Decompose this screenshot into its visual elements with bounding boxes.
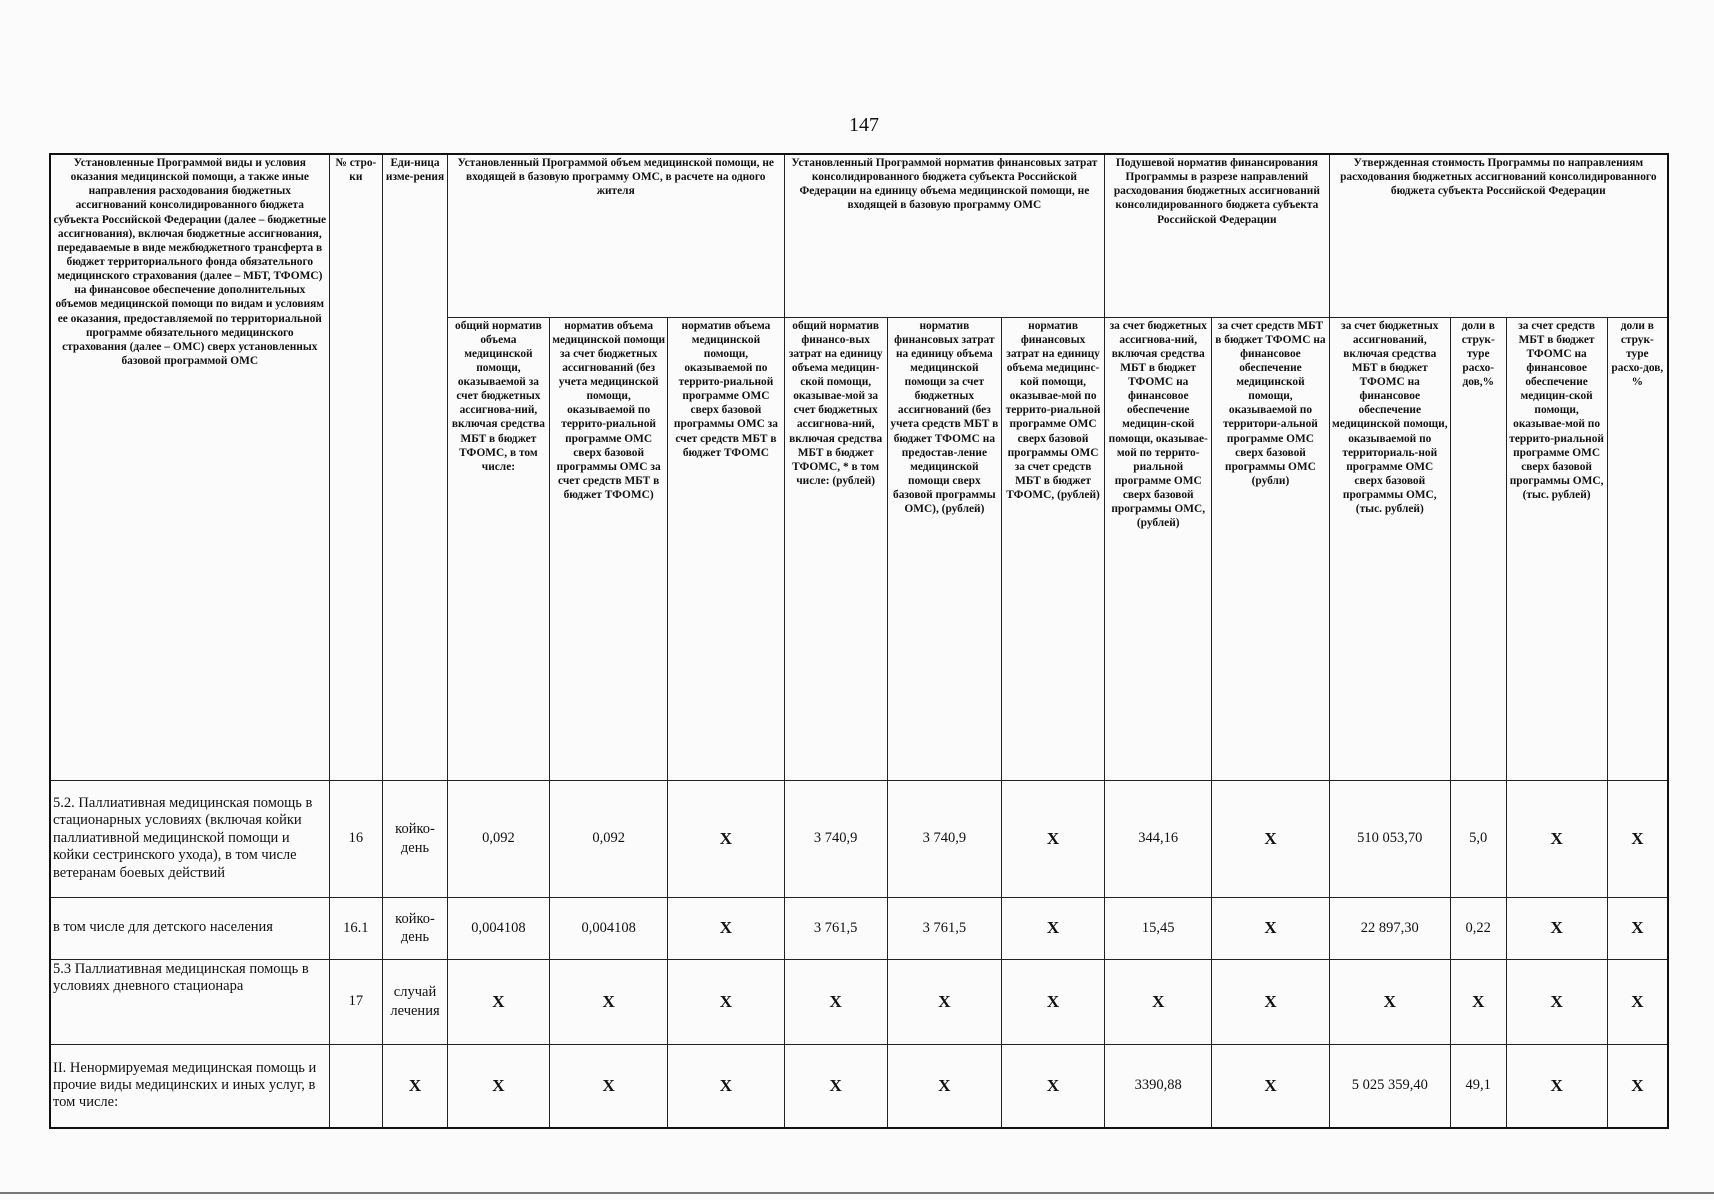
cell-volume-total: X <box>447 959 549 1044</box>
cell-norm-mbt: X <box>1001 959 1104 1044</box>
row-unit: койко-день <box>383 897 448 959</box>
cell-volume-mbt: X <box>668 780 784 897</box>
row-label: 5.2. Паллиативная медицинская помощь в стационарных условиях (включая койки паллиативной медицинской помощи и койки сестринского ухода), в том числе ветеранам боевых действий <box>50 780 329 897</box>
row-label: II. Ненормируемая медицинская помощь и прочие виды медицинских и иных услуг, в том числе: <box>50 1044 329 1128</box>
header-cost-mbt: за счет средств МБТ в бюджет ТФОМС на финансовое обеспечение медицин-ской помощи, оказывае-мой по террито-риальной программе ОМС сверх базовой программы ОМС, (тыс. рублей) <box>1506 317 1607 780</box>
cell-per-capita-budget: 3390,88 <box>1105 1044 1212 1128</box>
header-volume-mbt: норматив объема медицинской помощи, оказываемой по террито-риальной программе ОМС сверх базовой программы ОМС за счет средств МБТ в бюджет ТФОМС <box>668 317 784 780</box>
header-unit: Еди-ница изме-рения <box>383 154 448 780</box>
cell-volume-mbt: X <box>668 959 784 1044</box>
table-row <box>50 1044 1668 1128</box>
row-number <box>329 1044 383 1128</box>
cell-cost-share-2: X <box>1607 780 1668 897</box>
row-number: 17 <box>329 959 383 1044</box>
row-number: 16.1 <box>329 897 383 959</box>
cell-volume-budget: X <box>549 1044 667 1128</box>
cell-cost-share-1: X <box>1450 959 1506 1044</box>
cell-norm-budget: 3 740,9 <box>887 780 1001 897</box>
cell-per-capita-mbt: X <box>1212 959 1329 1044</box>
cell-volume-budget: 0,004108 <box>549 897 667 959</box>
header-norm-total: общий норматив финансо-вых затрат на единицу объема медицин-ской помощи, оказывае-мой за счет бюджетных ассигнова-ний, включая средства МБТ в бюджет ТФОМС, * в том числе: (рублей) <box>784 317 887 780</box>
cell-volume-total: 0,092 <box>447 780 549 897</box>
cell-volume-total: X <box>447 1044 549 1128</box>
cell-cost-share-1: 0,22 <box>1450 897 1506 959</box>
header-group-cost: Утвержденная стоимость Программы по направлениям расходования бюджетных ассигнований консолидированного бюджета субъекта Российской Федерации <box>1329 154 1668 317</box>
header-norm-budget: норматив финансовых затрат на единицу объема медицинской помощи за счет бюджетных ассигнований (без учета средств МБТ в бюджет ТФОМС на предостав-ление медицинской помощи сверх базовой программы ОМС), (рублей) <box>887 317 1001 780</box>
cell-cost-mbt: X <box>1506 780 1607 897</box>
cell-cost-mbt: X <box>1506 959 1607 1044</box>
header-cost-budget: за счет бюджетных ассигнований, включая средства МБТ в бюджет ТФОМС на финансовое обеспечение медицинской помощи, оказываемой по территориаль-ной программе ОМС сверх базовой программы ОМС, (тыс. рублей) <box>1329 317 1450 780</box>
cell-norm-total: 3 761,5 <box>784 897 887 959</box>
scan-edge-line <box>0 1192 1714 1194</box>
page-number: 147 <box>849 114 879 136</box>
cell-cost-share-2: X <box>1607 897 1668 959</box>
cell-cost-share-2: X <box>1607 959 1668 1044</box>
cell-volume-budget: 0,092 <box>549 780 667 897</box>
header-volume-total: общий норматив объема медицинской помощи, оказываемой за счет бюджетных ассигнова-ний, включая средства МБТ в бюджет ТФОМС, в том числе: <box>447 317 549 780</box>
cell-volume-total: 0,004108 <box>447 897 549 959</box>
cell-per-capita-mbt: X <box>1212 780 1329 897</box>
header-group-per-capita: Подушевой норматив финансирования Программы в разрезе направлений расходования бюджетных ассигнований консолидированного бюджета субъекта Российской Федерации <box>1105 154 1329 317</box>
header-group-volume: Установленный Программой объем медицинской помощи, не входящей в базовую программу ОМС, в расчете на одного жителя <box>447 154 784 317</box>
cell-norm-mbt: X <box>1001 780 1104 897</box>
header-norm-mbt: норматив финансовых затрат на единицу объема медицинс-кой помощи, оказывае-мой по террито-риальной программе ОМС сверх базовой программы ОМС за счет средств МБТ в бюджет ТФОМС, (рублей) <box>1001 317 1104 780</box>
header-cost-share-1: доли в струк-туре расхо-дов,% <box>1450 317 1506 780</box>
header-volume-budget: норматив объема медицинской помощи за счет бюджетных ассигнований (без учета медицинской помощи, оказываемой по террито-риальной программе ОМС сверх базовой программы ОМС за счет средств МБТ в бюджет ТФОМС) <box>549 317 667 780</box>
cell-cost-mbt: X <box>1506 1044 1607 1128</box>
cell-cost-budget: 5 025 359,40 <box>1329 1044 1450 1128</box>
cell-per-capita-budget: 15,45 <box>1105 897 1212 959</box>
row-label: в том числе для детского населения <box>50 897 329 959</box>
cell-cost-mbt: X <box>1506 897 1607 959</box>
cell-cost-budget: X <box>1329 959 1450 1044</box>
cell-norm-budget: X <box>887 959 1001 1044</box>
program-cost-table <box>49 153 1669 1129</box>
cell-cost-share-1: 5,0 <box>1450 780 1506 897</box>
cell-norm-total: X <box>784 959 887 1044</box>
table-row <box>50 959 1668 1044</box>
cell-per-capita-budget: 344,16 <box>1105 780 1212 897</box>
table-row <box>50 780 1668 897</box>
table-row <box>50 897 1668 959</box>
header-cost-share-2: доли в струк-туре расхо-дов, % <box>1607 317 1668 780</box>
cell-cost-budget: 22 897,30 <box>1329 897 1450 959</box>
cell-per-capita-mbt: X <box>1212 897 1329 959</box>
cell-norm-budget: 3 761,5 <box>887 897 1001 959</box>
cell-volume-mbt: X <box>668 897 784 959</box>
cell-volume-mbt: X <box>668 1044 784 1128</box>
header-per-capita-mbt: за счет средств МБТ в бюджет ТФОМС на финансовое обеспечение медицинской помощи, оказываемой по территори-альной программе ОМС сверх базовой программы ОМС (рубли) <box>1212 317 1329 780</box>
cell-cost-share-2: X <box>1607 1044 1668 1128</box>
header-row-name: Установленные Программой виды и условия оказания медицинской помощи, а также иные направления расходования бюджетных ассигнований консолидированного бюджета субъекта Российской Федерации (далее – бюджетные ассигнования), включая бюджетные ассигнования, передаваемые в виде межбюджетного трансферта в бюджет территориального фонда обязательного медицинского страхования (далее – МБТ, ТФОМС) на финансовое обеспечение дополнительных объемов медицинской помощи по видам и условиям ее оказания, предоставляемой по территориальной программе обязательного медицинского страхования (далее – ОМС) сверх установленных базовой программой ОМС <box>50 154 329 780</box>
row-unit: случай лечения <box>383 959 448 1044</box>
cell-norm-budget: X <box>887 1044 1001 1128</box>
cell-norm-mbt: X <box>1001 897 1104 959</box>
cell-norm-total: X <box>784 1044 887 1128</box>
cell-norm-total: 3 740,9 <box>784 780 887 897</box>
cell-volume-budget: X <box>549 959 667 1044</box>
row-unit: койко-день <box>383 780 448 897</box>
header-per-capita-budget: за счет бюджетных ассигнова-ний, включая средства МБТ в бюджет ТФОМС на финансовое обеспечение медицин-ской помощи, оказывае-мой по террито-риальной программе ОМС сверх базовой программы ОМС, (рублей) <box>1105 317 1212 780</box>
cell-cost-share-1: 49,1 <box>1450 1044 1506 1128</box>
cell-per-capita-budget: X <box>1105 959 1212 1044</box>
header-group-norm: Установленный Программой норматив финансовых затрат консолидированного бюджета субъекта Российской Федерации на единицу объема медицинской помощи, не входящей в базовую программу ОМС <box>784 154 1105 317</box>
cell-per-capita-mbt: X <box>1212 1044 1329 1128</box>
cell-norm-mbt: X <box>1001 1044 1104 1128</box>
header-row-number: № стро-ки <box>329 154 383 780</box>
row-unit: X <box>383 1044 448 1128</box>
cell-cost-budget: 510 053,70 <box>1329 780 1450 897</box>
row-label: 5.3 Паллиативная медицинская помощь в условиях дневного стационара <box>50 959 329 1044</box>
row-number: 16 <box>329 780 383 897</box>
